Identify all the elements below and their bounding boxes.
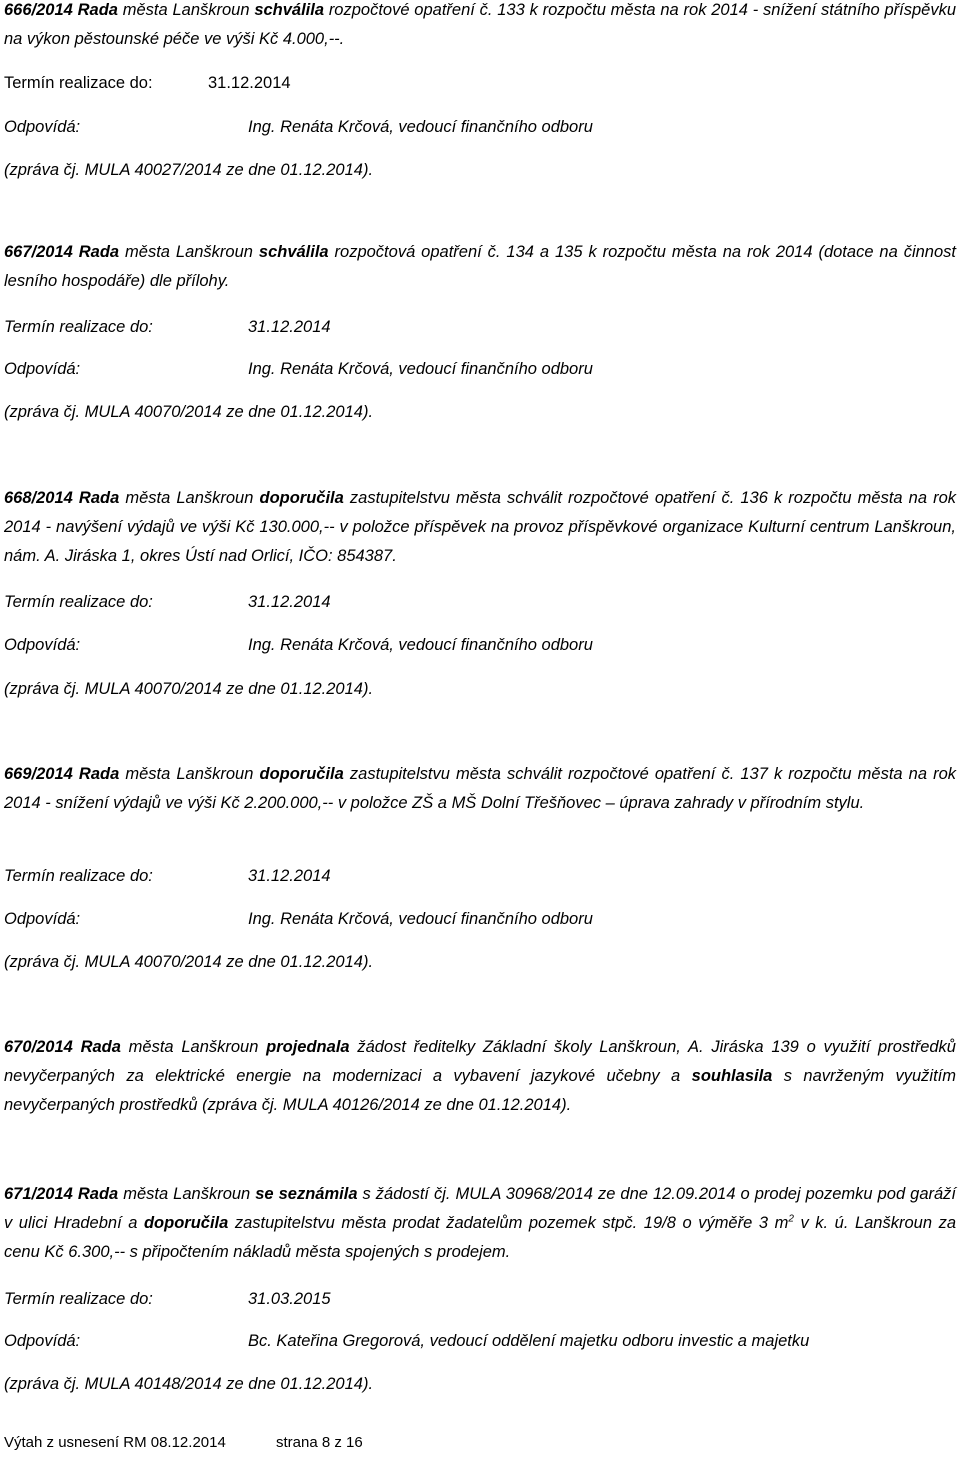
deadline-row — [0, 588, 960, 617]
report-reference — [0, 675, 960, 704]
responsible-label: Odpovídá: — [4, 636, 81, 654]
resolution-number: 667/2014 — [4, 243, 73, 261]
resolution-verb: se seznámila — [255, 1185, 358, 1203]
resolution-subject: Rada — [72, 1, 118, 19]
resolution-verb: souhlasila — [691, 1067, 773, 1085]
responsible-label: Odpovídá: — [4, 118, 81, 136]
resolution-667-text — [4, 238, 956, 296]
resolution-subject: Rada — [72, 765, 120, 783]
responsible-value: Bc. Kateřina Gregorová, vedoucí oddělení majetku odboru investic a majetku — [248, 1332, 810, 1350]
resolution-text: rozpočtová opatření č. 134 a 135 k rozpočtu města na rok 2014 (dotace na činnost lesního hospodáře) dle přílohy. — [4, 243, 956, 290]
page-number: strana 8 z 16 — [276, 1434, 363, 1451]
report-reference — [0, 398, 960, 427]
resolution-text: města Lanškroun — [117, 1, 255, 19]
responsible-value: Ing. Renáta Krčová, vedoucí finančního odboru — [248, 360, 593, 378]
resolution-668-text — [4, 484, 956, 571]
page-footer — [4, 1432, 363, 1454]
resolution-669-text — [4, 760, 956, 818]
deadline-row — [0, 69, 960, 98]
resolution-verb: doporučila — [259, 489, 344, 507]
resolution-subject: Rada — [72, 243, 120, 261]
responsible-row — [0, 1327, 960, 1356]
superscript: 2 — [788, 1213, 794, 1225]
resolution-subject: Rada — [72, 489, 120, 507]
resolution-verb: schválila — [258, 243, 329, 261]
footer-title: Výtah z usnesení RM 08.12.2014 — [4, 1434, 226, 1451]
resolution-verb: doporučila — [143, 1214, 229, 1232]
responsible-row — [0, 113, 960, 142]
resolution-text: zastupitelstvu města schválit rozpočtové opatření č. 137 k rozpočtu města na rok 2014 - snížení výdajů ve výši Kč 2.200.000,-- v položce ZŠ a MŠ Dolní Třešňovec – úprava zahrady v přírodním stylu. — [4, 765, 957, 812]
resolution-number: 669/2014 — [4, 765, 73, 783]
report-reference — [0, 1370, 960, 1399]
resolution-text: s navrženým využitím nevyčerpaných prostředků (zpráva čj. MULA 40126/2014 ze dne 01.12.2014). — [4, 1067, 956, 1114]
responsible-label: Odpovídá: — [4, 1332, 81, 1350]
resolution-671-text — [4, 1180, 956, 1267]
resolution-666-text — [4, 0, 956, 54]
resolution-verb: schválila — [254, 1, 325, 19]
deadline-value: 31.12.2014 — [248, 867, 331, 885]
responsible-row — [0, 905, 960, 934]
deadline-value: 31.12.2014 — [248, 593, 331, 611]
deadline-label: Termín realizace do: — [4, 593, 153, 611]
responsible-label: Odpovídá: — [4, 910, 81, 928]
resolution-670-text — [4, 1033, 956, 1120]
report-text: (zpráva čj. MULA 40070/2014 ze dne 01.12.2014). — [4, 953, 374, 971]
deadline-label: Termín realizace do: — [4, 318, 153, 336]
responsible-value: Ing. Renáta Krčová, vedoucí finančního odboru — [248, 910, 593, 928]
resolution-text: města Lanškroun — [118, 1185, 256, 1203]
resolution-text: města Lanškroun — [120, 1038, 267, 1056]
resolution-text: města Lanškroun — [119, 765, 260, 783]
responsible-row — [0, 355, 960, 384]
resolution-text: města Lanškroun — [119, 243, 259, 261]
report-reference — [0, 948, 960, 977]
responsible-value: Ing. Renáta Krčová, vedoucí finančního odboru — [248, 118, 593, 136]
deadline-row — [0, 1285, 960, 1314]
resolution-number: 670/2014 — [4, 1038, 73, 1056]
deadline-value: 31.12.2014 — [208, 74, 291, 92]
deadline-value: 31.12.2014 — [248, 318, 331, 336]
report-text: (zpráva čj. MULA 40148/2014 ze dne 01.12.2014). — [4, 1375, 374, 1393]
resolution-text: rozpočtové opatření č. 133 k rozpočtu města na rok 2014 - snížení státního příspěvku na výkon pěstounské péče ve výši Kč 4.000,--. — [4, 1, 956, 48]
responsible-row — [0, 631, 960, 660]
report-reference — [0, 156, 960, 185]
deadline-value: 31.03.2015 — [248, 1290, 331, 1308]
resolution-number: 668/2014 — [4, 489, 73, 507]
deadline-label: Termín realizace do: — [4, 74, 153, 92]
resolution-text: s žádostí čj. MULA 30968/2014 ze dne 12.09.2014 o prodej pozemku pod garáží v ulici Hradební a — [4, 1185, 956, 1232]
resolution-text: zastupitelstvu města schválit rozpočtové opatření č. 136 k rozpočtu města na rok 2014 - navýšení výdajů ve výši Kč 130.000,-- v položce příspěvek na provoz příspěvkové organizace Kulturní centrum Lanškroun, nám. A. Jiráska 1, okres Ústí nad Orlicí, IČO: 854387. — [4, 489, 957, 565]
responsible-label: Odpovídá: — [4, 360, 81, 378]
report-text: (zpráva čj. MULA 40027/2014 ze dne 01.12.2014). — [4, 161, 374, 179]
resolution-verb: doporučila — [259, 765, 344, 783]
report-text: (zpráva čj. MULA 40070/2014 ze dne 01.12.2014). — [4, 680, 374, 698]
resolution-text: města Lanškroun — [119, 489, 260, 507]
deadline-row — [0, 862, 960, 891]
deadline-row — [0, 313, 960, 342]
responsible-value: Ing. Renáta Krčová, vedoucí finančního odboru — [248, 636, 593, 654]
resolution-number: 666/2014 — [4, 1, 73, 19]
resolution-subject: Rada — [72, 1038, 121, 1056]
resolution-text: zastupitelstvu města prodat žadatelům pozemek stpč. 19/8 o výměře 3 m — [228, 1214, 789, 1232]
resolution-number: 671/2014 — [4, 1185, 73, 1203]
resolution-verb: projednala — [266, 1038, 350, 1056]
deadline-label: Termín realizace do: — [4, 867, 153, 885]
resolution-text: žádost ředitelky Základní školy Lanškroun, A. Jiráska 139 o využití prostředků nevyčerpaných za elektrické energie na modernizaci a vybavení jazykové učebny a — [4, 1038, 956, 1085]
report-text: (zpráva čj. MULA 40070/2014 ze dne 01.12.2014). — [4, 403, 374, 421]
deadline-label: Termín realizace do: — [4, 1290, 153, 1308]
resolution-text: v k. ú. Lanškroun za cenu Kč 6.300,-- s připočtením nákladů města spojených s prodejem. — [4, 1214, 956, 1261]
resolution-subject: Rada — [72, 1185, 119, 1203]
